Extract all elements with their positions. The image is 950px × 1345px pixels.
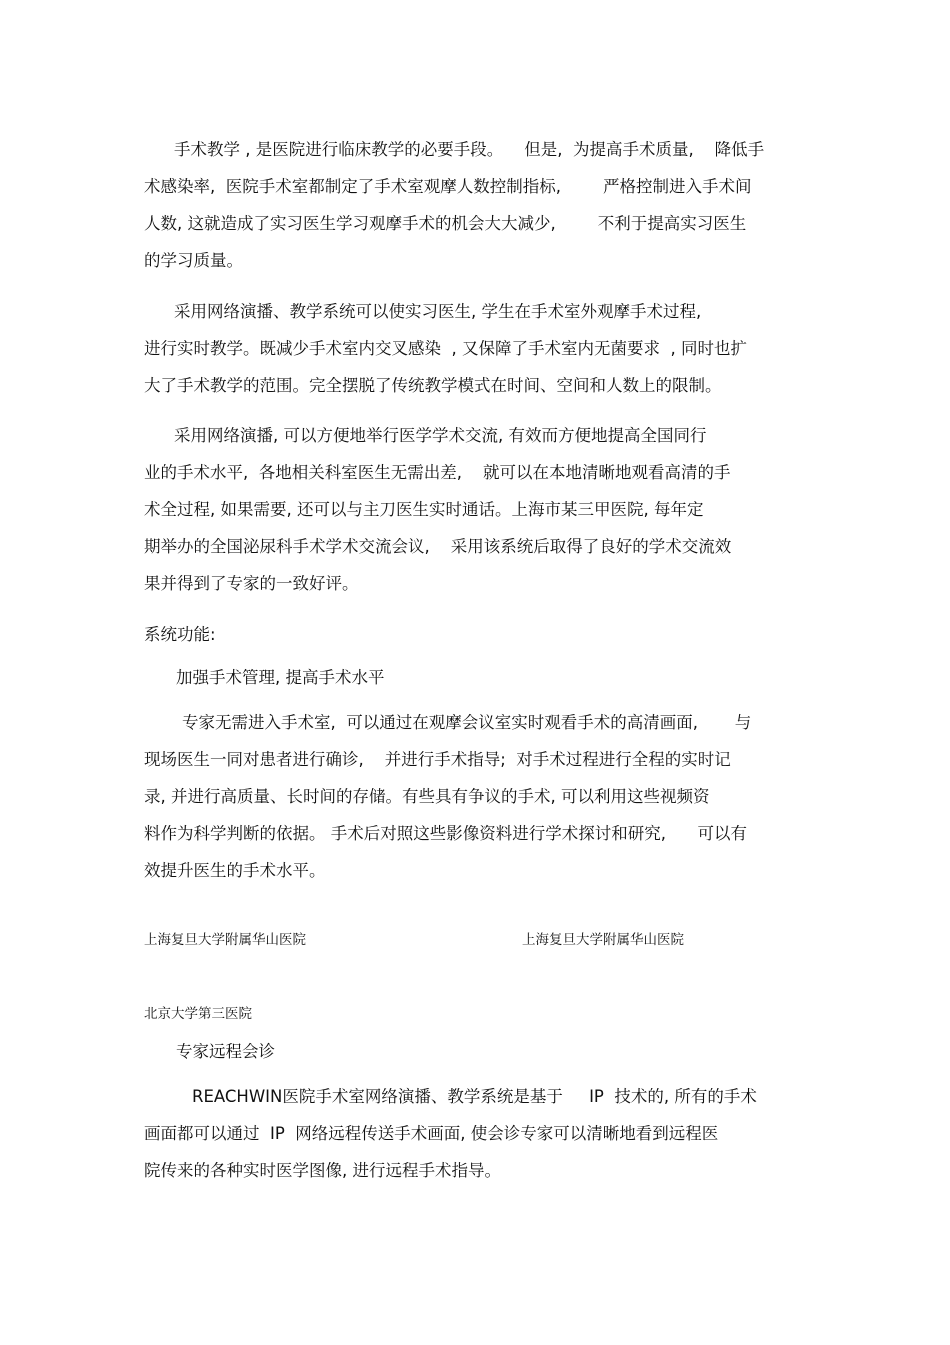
subheading-surgery-management: 加强手术管理, 提高手术水平: [176, 668, 385, 687]
image-caption: 北京大学第三医院: [144, 1006, 252, 1022]
text-line: 人数, 这就造成了实习医生学习观摩手术的机会大大减少, 不利于提高实习医生: [144, 214, 747, 233]
subheading-remote-consultation: 专家远程会诊: [176, 1042, 275, 1061]
text-line: 现场医生一同对患者进行确诊, 并进行手术指导; 对手术过程进行全程的实时记: [144, 750, 731, 769]
text-line: 画面都可以通过 IP 网络远程传送手术画面, 使会诊专家可以清晰地看到远程医: [144, 1124, 719, 1143]
text-line: 录, 并进行高质量、长时间的存储。有些具有争议的手术, 可以利用这些视频资: [144, 787, 710, 806]
text-line: 手术教学 , 是医院进行临床教学的必要手段。 但是, 为提高手术质量, 降低手: [174, 140, 765, 159]
section-label: 系统功能:: [144, 625, 216, 644]
image-caption: 上海复旦大学附属华山医院: [144, 932, 306, 948]
text-line: 效提升医生的手术水平。: [144, 861, 326, 880]
text-line: 大了手术教学的范围。完全摆脱了传统教学模式在时间、空间和人数上的限制。: [144, 376, 722, 395]
text-line: 的学习质量。: [144, 251, 243, 270]
text-line: 术感染率, 医院手术室都制定了手术室观摩人数控制指标, 严格控制进入手术间: [144, 177, 752, 196]
text-line: 果并得到了专家的一致好评。: [144, 574, 359, 593]
text-line: 业的手术水平, 各地相关科室医生无需出差, 就可以在本地清晰地观看高清的手: [144, 463, 731, 482]
text-line: 进行实时教学。既减少手术室内交叉感染 , 又保障了手术室内无菌要求 , 同时也扩: [144, 339, 747, 358]
text-line: 采用网络演播, 可以方便地举行医学学术交流, 有效而方便地提高全国同行: [174, 426, 707, 445]
text-line: 术全过程, 如果需要, 还可以与主刀医生实时通话。上海市某三甲医院, 每年定: [144, 500, 704, 519]
text-line: 采用网络演播、教学系统可以使实习医生, 学生在手术室外观摩手术过程,: [174, 302, 702, 321]
text-line: REACHWIN医院手术室网络演播、教学系统是基于 IP 技术的, 所有的手术: [192, 1087, 757, 1106]
image-caption: 上海复旦大学附属华山医院: [522, 932, 684, 948]
text-line: 料作为科学判断的依据。 手术后对照这些影像资料进行学术探讨和研究, 可以有: [144, 824, 747, 843]
text-line: 期举办的全国泌尿科手术学术交流会议, 采用该系统后取得了良好的学术交流效: [144, 537, 732, 556]
text-line: 院传来的各种实时医学图像, 进行远程手术指导。: [144, 1161, 501, 1180]
text-line: 专家无需进入手术室, 可以通过在观摩会议室实时观看手术的高清画面, 与: [182, 713, 752, 732]
